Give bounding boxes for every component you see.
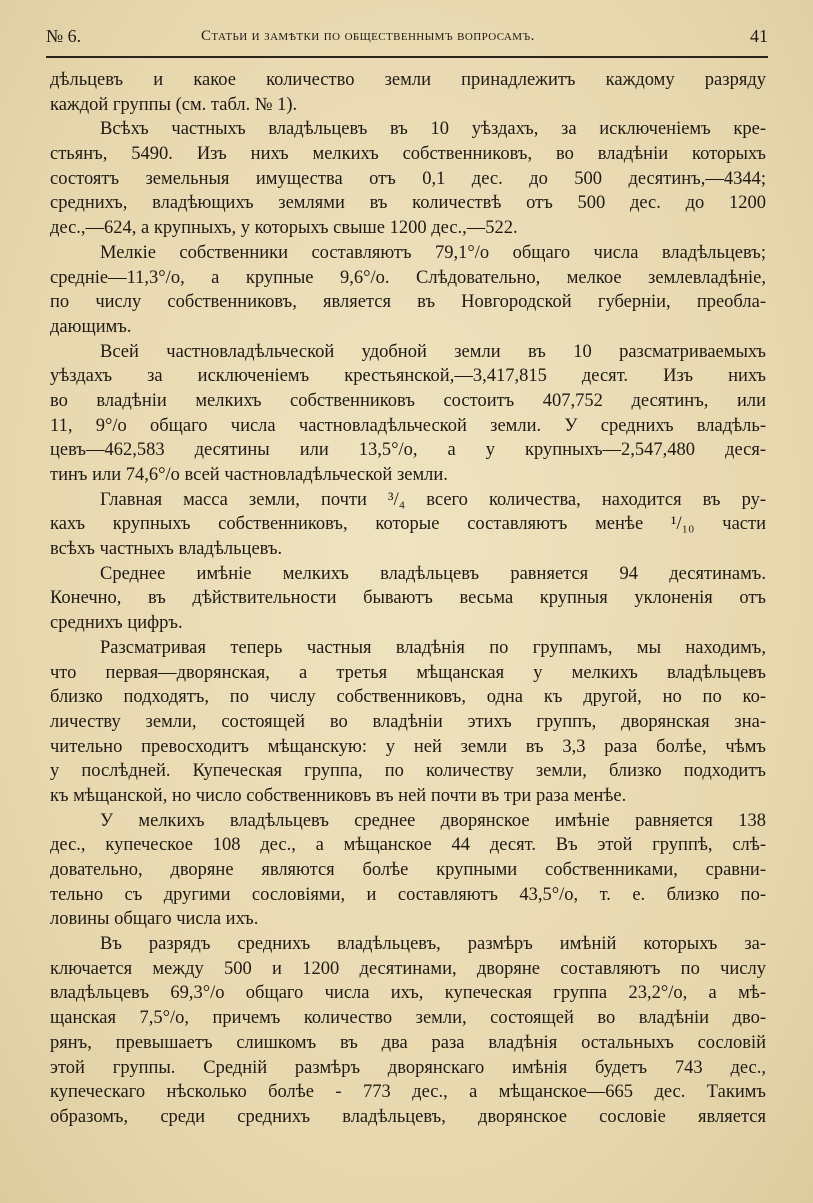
- text-line: всѣхъ частныхъ владѣльцевъ.: [50, 539, 283, 560]
- text-line: ловины общаго числа ихъ.: [50, 909, 259, 930]
- text-line: средніе—11,3°/о, а крупные 9,6°/о. Слѣдовательно, мелкое землевладѣніе,: [50, 267, 766, 288]
- text-line: чительно превосходитъ мѣщанскую: у ней земли въ 3,3 раза болѣе, чѣмъ: [50, 736, 766, 757]
- text-line: тинъ или 74,6°/о всей частновладѣльческой земли.: [50, 465, 448, 485]
- text-line: среднихъ, владѣющихъ землями въ количествѣ отъ 500 дес. до 1200: [50, 193, 766, 214]
- text-line: близко подходятъ, по числу собственниковъ, одна къ другой, но по ко-: [50, 687, 766, 708]
- text-line: каждой группы (см. табл. № 1).: [50, 94, 298, 115]
- text-line: 11, 9°/о общаго числа частновладѣльческой земли. У среднихъ владѣль-: [50, 415, 766, 436]
- text-line: во владѣніи мелкихъ собственниковъ состоитъ 407,752 десятинъ, или: [50, 390, 766, 411]
- text-line: владѣльцевъ 69,3°/о общаго числа ихъ, купеческая группа 23,2°/о, а мѣ-: [50, 983, 766, 1004]
- text-line: тельно съ другими сословіями, и составляютъ 43,5°/о, т. е. близко по-: [50, 884, 766, 905]
- header-rule: [46, 56, 768, 58]
- text-line: дѣльцевъ и какое количество земли принадлежитъ каждому разряду: [50, 70, 766, 90]
- text-line: дающимъ.: [50, 316, 132, 337]
- running-header: [46, 22, 768, 50]
- text-line: къ мѣщанской, но число собственниковъ въ ней почти въ три раза менѣе.: [50, 785, 627, 806]
- text-line: Конечно, въ дѣйствительности бываютъ весьма крупныя уклоненія отъ: [50, 588, 766, 609]
- text-line: рянъ, превышаетъ слишкомъ въ два раза владѣнія остальныхъ сословій: [50, 1032, 766, 1053]
- text-line: Мелкіе собственники составляютъ 79,1°/о общаго числа владѣльцевъ;: [100, 242, 766, 263]
- text-line: Въ разрядъ среднихъ владѣльцевъ, размѣръ имѣній которыхъ за-: [100, 934, 766, 955]
- text-line: среднихъ цифръ.: [50, 613, 183, 634]
- text-line: Всей частновладѣльческой удобной земли въ 10 разсматриваемыхъ: [100, 341, 766, 362]
- text-line: щанская 7,5°/о, причемъ количество земли, состоящей во владѣніи дво-: [50, 1008, 766, 1029]
- text-line: дес.,—624, а крупныхъ, у которыхъ свыше 1200 дес.,—522.: [50, 218, 518, 239]
- text-line: по числу собственниковъ, является въ Новгородской губерніи, преобла-: [50, 292, 766, 313]
- running-title: Статьи и замѣтки по общественнымъ вопросамъ.: [201, 28, 535, 44]
- text-line: образомъ, среди среднихъ владѣльцевъ, дворянское сословіе является: [50, 1106, 766, 1127]
- text-line: стьянъ, 5490. Изъ нихъ мелкихъ собственниковъ, во владѣніи которыхъ: [50, 144, 766, 165]
- text-line: ключается между 500 и 1200 десятинами, дворяне составляютъ по числу: [50, 958, 766, 979]
- text-line: цевъ—462,583 десятины или 13,5°/о, а у крупныхъ—2,547,480 деся-: [50, 440, 766, 461]
- page-number: 41: [750, 26, 768, 46]
- text-line: Всѣхъ частныхъ владѣльцевъ въ 10 уѣздахъ, за исключеніемъ кре-: [100, 119, 766, 140]
- text-line: Разсматривая теперь частныя владѣнія по группамъ, мы находимъ,: [100, 637, 766, 658]
- text-line: У мелкихъ владѣльцевъ среднее дворянское имѣніе равняется 138: [100, 810, 766, 831]
- text-line: Среднее имѣніе мелкихъ владѣльцевъ равняется 94 десятинамъ.: [100, 563, 766, 584]
- text-line: уѣздахъ за исключеніемъ крестьянской,—3,417,815 десят. Изъ нихъ: [50, 366, 766, 387]
- issue-number: № 6.: [46, 26, 82, 46]
- text-line: кахъ крупныхъ собственниковъ, которые составляютъ менѣе ¹/₁₀ части: [50, 514, 766, 535]
- text-line: Главная масса земли, почти ³/₄ всего количества, находится въ ру-: [100, 489, 766, 510]
- text-line: довательно, дворяне являются болѣе крупными собственниками, сравни-: [50, 860, 766, 880]
- text-line: у послѣдней. Купеческая группа, по количеству земли, близко подходитъ: [50, 761, 766, 782]
- text-line: что первая—дворянская, а третья мѣщанская у мелкихъ владѣльцевъ: [50, 662, 766, 683]
- text-line: дес., купеческое 108 дес., а мѣщанское 44 десят. Въ этой группѣ, слѣ-: [50, 835, 766, 856]
- text-line: личеству земли, состоящей во владѣніи этихъ группъ, дворянская зна-: [50, 711, 766, 732]
- text-line: купеческаго нѣсколько болѣе - 773 дес., а мѣщанское—665 дес. Такимъ: [50, 1082, 766, 1103]
- text-line: этой группы. Средній размѣръ дворянскаго имѣнія будетъ 743 дес.,: [50, 1057, 766, 1078]
- body-text: [50, 68, 766, 1130]
- text-line: состоятъ земельныя имущества отъ 0,1 дес. до 500 десятинъ,—4344;: [50, 168, 766, 189]
